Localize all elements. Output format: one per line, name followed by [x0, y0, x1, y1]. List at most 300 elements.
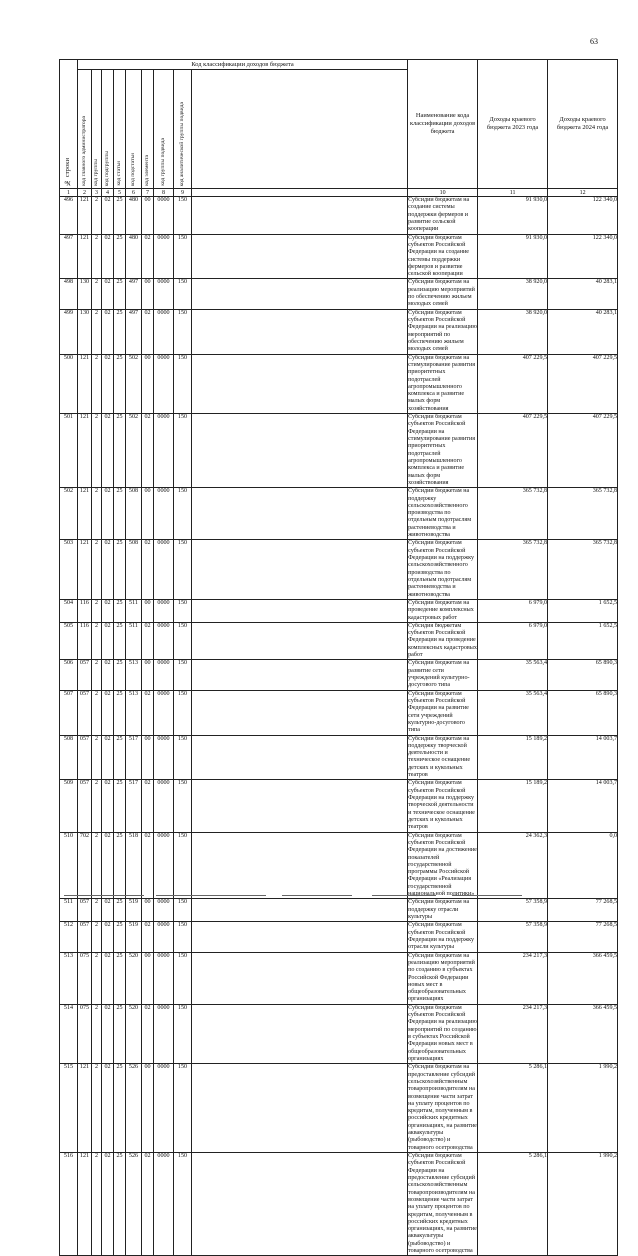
column-number: 7 [142, 189, 154, 197]
row-code: 130 [78, 279, 92, 309]
row-code: 0000 [154, 197, 174, 235]
row-number: 503 [60, 540, 78, 600]
row-code: 02 [102, 832, 114, 899]
row-value-2023: 15 189,2 [478, 780, 548, 832]
row-value-2023: 407 229,5 [478, 414, 548, 488]
table-row [60, 780, 618, 832]
row-code: 150 [174, 234, 192, 279]
column-number: 9 [174, 189, 192, 197]
row-code: 2 [92, 354, 102, 414]
row-value-2023: 91 930,0 [478, 234, 548, 279]
row-number: 497 [60, 234, 78, 279]
row-code: 02 [102, 622, 114, 660]
row-code: 25 [114, 690, 126, 735]
row-code: 0000 [154, 354, 174, 414]
row-number: 510 [60, 832, 78, 899]
row-value-2023: 35 563,4 [478, 690, 548, 735]
row-name: Субсидии бюджетам на стимулирование развития приоритетных подотраслей агропромышленного комплекса и развитие малых форм хозяйствования [408, 354, 478, 414]
row-spacer [192, 735, 408, 780]
row-value-2023: 38 920,0 [478, 279, 548, 309]
row-spacer [192, 660, 408, 690]
column-number: 4 [102, 189, 114, 197]
row-code: 150 [174, 488, 192, 540]
row-code: 2 [92, 599, 102, 622]
row-code: 02 [142, 414, 154, 488]
row-number: 499 [60, 309, 78, 354]
row-code: 150 [174, 952, 192, 1004]
row-value-2024: 407 229,5 [548, 354, 618, 414]
row-code: 057 [78, 899, 92, 922]
table-row [60, 197, 618, 235]
row-code: 517 [126, 735, 142, 780]
table-row [60, 1004, 618, 1064]
row-code: 513 [126, 660, 142, 690]
row-number: 500 [60, 354, 78, 414]
row-code: 121 [78, 354, 92, 414]
row-value-2023: 24 362,3 [478, 832, 548, 899]
row-code: 121 [78, 488, 92, 540]
row-code: 2 [92, 899, 102, 922]
row-code: 0000 [154, 1004, 174, 1064]
column-number: 12 [548, 189, 618, 197]
row-code: 0000 [154, 279, 174, 309]
row-number: 507 [60, 690, 78, 735]
row-code: 25 [114, 735, 126, 780]
table-row [60, 488, 618, 540]
row-code: 02 [142, 622, 154, 660]
row-code: 02 [142, 690, 154, 735]
header-code-col: код группы [92, 70, 102, 189]
row-code: 121 [78, 234, 92, 279]
row-code: 520 [126, 1004, 142, 1064]
row-number: 505 [60, 622, 78, 660]
row-code: 519 [126, 899, 142, 922]
row-value-2023: 234 217,3 [478, 952, 548, 1004]
row-name: Субсидии бюджетам на реализацию мероприятий по созданию в субъектах Российской Федерации новых мест в общеобразовательных организациях [408, 952, 478, 1004]
header-line-no: № строки [60, 60, 78, 189]
row-code: 2 [92, 1064, 102, 1153]
row-code: 02 [102, 279, 114, 309]
row-code: 02 [102, 599, 114, 622]
row-code: 0000 [154, 488, 174, 540]
row-code: 25 [114, 952, 126, 1004]
row-code: 150 [174, 197, 192, 235]
row-code: 00 [142, 599, 154, 622]
row-code: 150 [174, 735, 192, 780]
row-value-2024: 77 268,5 [548, 922, 618, 952]
row-code: 2 [92, 414, 102, 488]
row-code: 0000 [154, 922, 174, 952]
row-code: 480 [126, 197, 142, 235]
table-row [60, 735, 618, 780]
row-name: Субсидии бюджетам субъектов Российской Федерации на стимулирование развития приоритетных подотраслей агропромышленного комплекса и развитие малых форм хозяйствования [408, 414, 478, 488]
header-code-col: код подстатьи [126, 70, 142, 189]
row-code: 25 [114, 780, 126, 832]
row-value-2023: 5 286,1 [478, 1153, 548, 1256]
row-code: 02 [142, 1004, 154, 1064]
row-value-2024: 122 340,0 [548, 234, 618, 279]
row-value-2023: 91 930,0 [478, 197, 548, 235]
row-value-2024: 407 229,5 [548, 414, 618, 488]
row-code: 25 [114, 279, 126, 309]
row-code: 0000 [154, 599, 174, 622]
table-row [60, 599, 618, 622]
row-code: 02 [142, 832, 154, 899]
row-code: 25 [114, 1004, 126, 1064]
column-number: 6 [126, 189, 142, 197]
row-spacer [192, 197, 408, 235]
table-row [60, 414, 618, 488]
row-number: 511 [60, 899, 78, 922]
revenue-table [59, 59, 618, 1256]
row-code: 150 [174, 599, 192, 622]
row-code: 2 [92, 309, 102, 354]
row-code: 057 [78, 660, 92, 690]
row-code: 517 [126, 780, 142, 832]
row-code: 150 [174, 832, 192, 899]
table-row [60, 1064, 618, 1153]
row-value-2024: 14 003,7 [548, 780, 618, 832]
table-body [60, 197, 618, 1256]
row-name: Субсидии бюджетам на поддержку сельскохозяйственного производства по отдельным подотраслям растениеводства и животноводства [408, 488, 478, 540]
row-code: 2 [92, 952, 102, 1004]
row-code: 0000 [154, 952, 174, 1004]
row-value-2023: 365 732,8 [478, 488, 548, 540]
row-code: 2 [92, 279, 102, 309]
row-code: 25 [114, 540, 126, 600]
row-code: 25 [114, 354, 126, 414]
row-spacer [192, 1064, 408, 1153]
header-code-col: код аналитической группы подвида [174, 70, 192, 189]
row-number: 504 [60, 599, 78, 622]
row-value-2023: 38 920,0 [478, 309, 548, 354]
row-code: 02 [102, 197, 114, 235]
row-value-2024: 14 003,7 [548, 735, 618, 780]
table-row [60, 622, 618, 660]
row-code: 02 [102, 414, 114, 488]
row-code: 0000 [154, 540, 174, 600]
row-value-2023: 57 358,9 [478, 899, 548, 922]
row-number: 501 [60, 414, 78, 488]
row-spacer [192, 279, 408, 309]
row-code: 0000 [154, 414, 174, 488]
row-name: Субсидии бюджетам субъектов Российской Федерации на создание системы поддержки фермеров и развитие сельской кооперации [408, 234, 478, 279]
row-code: 526 [126, 1064, 142, 1153]
row-code: 0000 [154, 660, 174, 690]
row-code: 02 [142, 922, 154, 952]
row-code: 508 [126, 488, 142, 540]
row-code: 511 [126, 622, 142, 660]
row-code: 25 [114, 197, 126, 235]
header-code-col: код подгруппы [102, 70, 114, 189]
row-code: 00 [142, 279, 154, 309]
row-code: 0000 [154, 1064, 174, 1153]
table-row [60, 309, 618, 354]
row-code: 2 [92, 922, 102, 952]
row-value-2024: 65 890,3 [548, 690, 618, 735]
row-code: 2 [92, 832, 102, 899]
row-code: 02 [102, 488, 114, 540]
row-value-2024: 365 732,8 [548, 488, 618, 540]
row-code: 116 [78, 599, 92, 622]
row-code: 519 [126, 922, 142, 952]
table-row [60, 832, 618, 899]
table-row [60, 540, 618, 600]
row-spacer [192, 899, 408, 922]
row-code: 150 [174, 1153, 192, 1256]
row-code: 150 [174, 354, 192, 414]
row-code: 02 [102, 1153, 114, 1256]
row-code: 2 [92, 488, 102, 540]
header-spacer [192, 70, 408, 189]
row-code: 0000 [154, 899, 174, 922]
row-code: 25 [114, 488, 126, 540]
header-name: Наименование кода классификации доходов бюджета [408, 60, 478, 189]
header-2024: Доходы краевого бюджета 2024 года [548, 60, 618, 189]
row-code: 2 [92, 690, 102, 735]
row-code: 502 [126, 354, 142, 414]
row-code: 00 [142, 952, 154, 1004]
row-code: 0000 [154, 234, 174, 279]
row-value-2023: 234 217,3 [478, 1004, 548, 1064]
row-spacer [192, 690, 408, 735]
row-code: 02 [102, 899, 114, 922]
row-name: Субсидии бюджетам на поддержку творческой деятельности и техническое оснащение детских и кукольных театров [408, 735, 478, 780]
row-code: 121 [78, 1153, 92, 1256]
row-value-2024: 366 459,5 [548, 952, 618, 1004]
row-code: 130 [78, 309, 92, 354]
row-spacer [192, 922, 408, 952]
row-number: 516 [60, 1153, 78, 1256]
row-value-2023: 57 358,9 [478, 922, 548, 952]
row-code: 25 [114, 1064, 126, 1153]
column-number: 11 [478, 189, 548, 197]
row-code: 150 [174, 279, 192, 309]
row-name: Субсидии бюджетам субъектов Российской Федерации на поддержку сельскохозяйственного производства по отдельным подотраслям растениеводства и животноводства [408, 540, 478, 600]
row-spacer [192, 1153, 408, 1256]
row-value-2024: 65 890,3 [548, 660, 618, 690]
row-value-2024: 122 340,0 [548, 197, 618, 235]
row-name: Субсидия бюджетам субъектов Российской Федерации на проведение комплексных кадастровых работ [408, 622, 477, 659]
row-code: 502 [126, 414, 142, 488]
row-code: 02 [102, 952, 114, 1004]
row-value-2024: 0,0 [548, 832, 618, 899]
header-code-col: код элемента [142, 70, 154, 189]
row-code: 513 [126, 690, 142, 735]
row-number: 496 [60, 197, 78, 235]
row-name: Субсидии бюджетам субъектов Российской Федерации на поддержку отрасли культуры [408, 922, 478, 952]
row-code: 25 [114, 832, 126, 899]
row-value-2023: 365 732,8 [478, 540, 548, 600]
row-name: Субсидии бюджетам на проведение комплексных кадастровых работ [408, 599, 478, 622]
table-row [60, 899, 618, 922]
row-name: Субсидии бюджетам на поддержку отрасли культуры [408, 899, 478, 922]
column-number: 10 [408, 189, 478, 197]
row-name: Субсидии бюджетам на создание системы поддержки фермеров и развитие сельской кооперации [408, 197, 478, 235]
row-code: 121 [78, 540, 92, 600]
row-code: 057 [78, 690, 92, 735]
row-code: 150 [174, 414, 192, 488]
column-number: 1 [60, 189, 78, 197]
row-code: 2 [92, 540, 102, 600]
row-number: 513 [60, 952, 78, 1004]
row-code: 0000 [154, 1153, 174, 1256]
table-row [60, 690, 618, 735]
row-code: 00 [142, 488, 154, 540]
row-code: 121 [78, 197, 92, 235]
row-value-2024: 1 990,2 [548, 1064, 618, 1153]
row-spacer [192, 622, 408, 660]
column-number: 2 [78, 189, 92, 197]
row-code: 02 [102, 735, 114, 780]
row-value-2024: 77 268,5 [548, 899, 618, 922]
row-number: 509 [60, 780, 78, 832]
row-code: 150 [174, 780, 192, 832]
column-number [192, 189, 408, 197]
row-code: 150 [174, 540, 192, 600]
row-code: 150 [174, 1064, 192, 1153]
row-code: 150 [174, 660, 192, 690]
row-code: 25 [114, 1153, 126, 1256]
row-name: Субсидии бюджетам субъектов Российской Федерации на развитие сети учреждений культурно-досугового типа [408, 690, 478, 735]
row-value-2023: 15 189,2 [478, 735, 548, 780]
header-code-col: код главного администратора [78, 70, 92, 189]
row-spacer [192, 952, 408, 1004]
row-code: 150 [174, 690, 192, 735]
row-code: 02 [142, 309, 154, 354]
row-name: Субсидии бюджетам субъектов Российской Федерации на предоставление субсидий сельскохозяйственным товаропроизводителям на возмещение части затрат на уплату процентов по кредитам, полученным в российских кредитных организациях, на развитие аквакультуры (рыбоводство) и товарного осетроводства [408, 1153, 477, 1255]
row-code: 00 [142, 1064, 154, 1153]
row-code: 0000 [154, 690, 174, 735]
row-code: 518 [126, 832, 142, 899]
row-spacer [192, 488, 408, 540]
row-code: 2 [92, 234, 102, 279]
header-code-col: код статьи [114, 70, 126, 189]
row-name: Субсидии бюджетам субъектов Российской Федерации на поддержку творческой деятельности и техническое оснащение детских и кукольных театров [408, 780, 478, 832]
row-code: 25 [114, 599, 126, 622]
row-code: 25 [114, 309, 126, 354]
row-name: Субсидии бюджетам на предоставление субсидий сельскохозяйственным товаропроизводителям на возмещение части затрат на уплату процентов по кредитам, полученным в российских кредитных организациях, на развитие аквакультуры (рыбоводство) и товарного осетроводства [408, 1064, 477, 1151]
row-spacer [192, 780, 408, 832]
row-code: 497 [126, 279, 142, 309]
row-value-2023: 6 979,0 [478, 622, 548, 660]
row-value-2024: 1 990,2 [548, 1153, 618, 1256]
row-code: 00 [142, 899, 154, 922]
row-value-2023: 5 286,1 [478, 1064, 548, 1153]
row-name: Субсидии бюджетам субъектов Российской Федерации на реализацию мероприятий по созданию в субъектах Российской Федерации новых мест в общеобразовательных организациях [408, 1004, 477, 1062]
row-code: 0000 [154, 309, 174, 354]
row-code: 526 [126, 1153, 142, 1256]
column-number: 3 [92, 189, 102, 197]
table-row [60, 922, 618, 952]
column-number: 8 [154, 189, 174, 197]
row-value-2023: 407 229,5 [478, 354, 548, 414]
row-name: Субсидии бюджетам на реализацию мероприятий по обеспечению жильем молодых семей [408, 279, 478, 309]
row-code: 150 [174, 1004, 192, 1064]
row-name: Субсидии бюджетам субъектов Российской Федерации на достижение показателей государственной программы Российской Федерации «Реализация государственной национальной политики» [408, 832, 477, 898]
table-row [60, 279, 618, 309]
row-code: 2 [92, 197, 102, 235]
row-code: 00 [142, 735, 154, 780]
row-code: 497 [126, 309, 142, 354]
row-code: 2 [92, 780, 102, 832]
row-spacer [192, 354, 408, 414]
row-code: 02 [102, 922, 114, 952]
row-code: 02 [142, 234, 154, 279]
row-code: 511 [126, 599, 142, 622]
row-code: 25 [114, 899, 126, 922]
row-code: 25 [114, 414, 126, 488]
row-code: 02 [102, 1064, 114, 1153]
row-code: 0000 [154, 735, 174, 780]
row-code: 02 [142, 780, 154, 832]
row-code: 075 [78, 1004, 92, 1064]
row-code: 02 [102, 354, 114, 414]
row-spacer [192, 832, 408, 899]
row-spacer [192, 540, 408, 600]
row-value-2024: 40 283,1 [548, 309, 618, 354]
row-code: 25 [114, 234, 126, 279]
row-value-2023: 6 979,0 [478, 599, 548, 622]
header-2023: Доходы краевого бюджета 2023 года [478, 60, 548, 189]
row-code: 520 [126, 952, 142, 1004]
row-code: 150 [174, 922, 192, 952]
row-code: 02 [102, 309, 114, 354]
row-code: 25 [114, 660, 126, 690]
row-code: 02 [102, 234, 114, 279]
row-code: 150 [174, 899, 192, 922]
page-number: 63 [590, 37, 598, 46]
row-value-2024: 1 652,5 [548, 622, 618, 660]
row-code: 0000 [154, 622, 174, 660]
row-code: 2 [92, 1153, 102, 1256]
row-code: 02 [102, 780, 114, 832]
row-code: 121 [78, 1064, 92, 1153]
row-spacer [192, 414, 408, 488]
table-header [60, 60, 618, 197]
row-number: 502 [60, 488, 78, 540]
row-code: 150 [174, 622, 192, 660]
row-code: 508 [126, 540, 142, 600]
row-code: 25 [114, 622, 126, 660]
table-row [60, 234, 618, 279]
row-number: 508 [60, 735, 78, 780]
header-code-group: Код классификации доходов бюджета [78, 60, 408, 70]
row-code: 02 [142, 540, 154, 600]
row-value-2024: 1 652,5 [548, 599, 618, 622]
row-value-2024: 366 459,5 [548, 1004, 618, 1064]
row-number: 506 [60, 660, 78, 690]
row-code: 00 [142, 660, 154, 690]
column-number: 5 [114, 189, 126, 197]
row-number: 514 [60, 1004, 78, 1064]
table-row [60, 354, 618, 414]
table-row [60, 660, 618, 690]
row-code: 2 [92, 660, 102, 690]
row-name: Субсидии бюджетам на развитие сети учреждений культурно-досугового типа [408, 660, 478, 690]
page-footer-rule [0, 895, 638, 899]
row-code: 02 [102, 690, 114, 735]
table-row [60, 952, 618, 1004]
row-code: 057 [78, 780, 92, 832]
row-value-2024: 40 283,1 [548, 279, 618, 309]
row-code: 057 [78, 922, 92, 952]
row-code: 02 [102, 660, 114, 690]
row-code: 2 [92, 622, 102, 660]
row-code: 02 [102, 1004, 114, 1064]
row-spacer [192, 599, 408, 622]
row-spacer [192, 309, 408, 354]
